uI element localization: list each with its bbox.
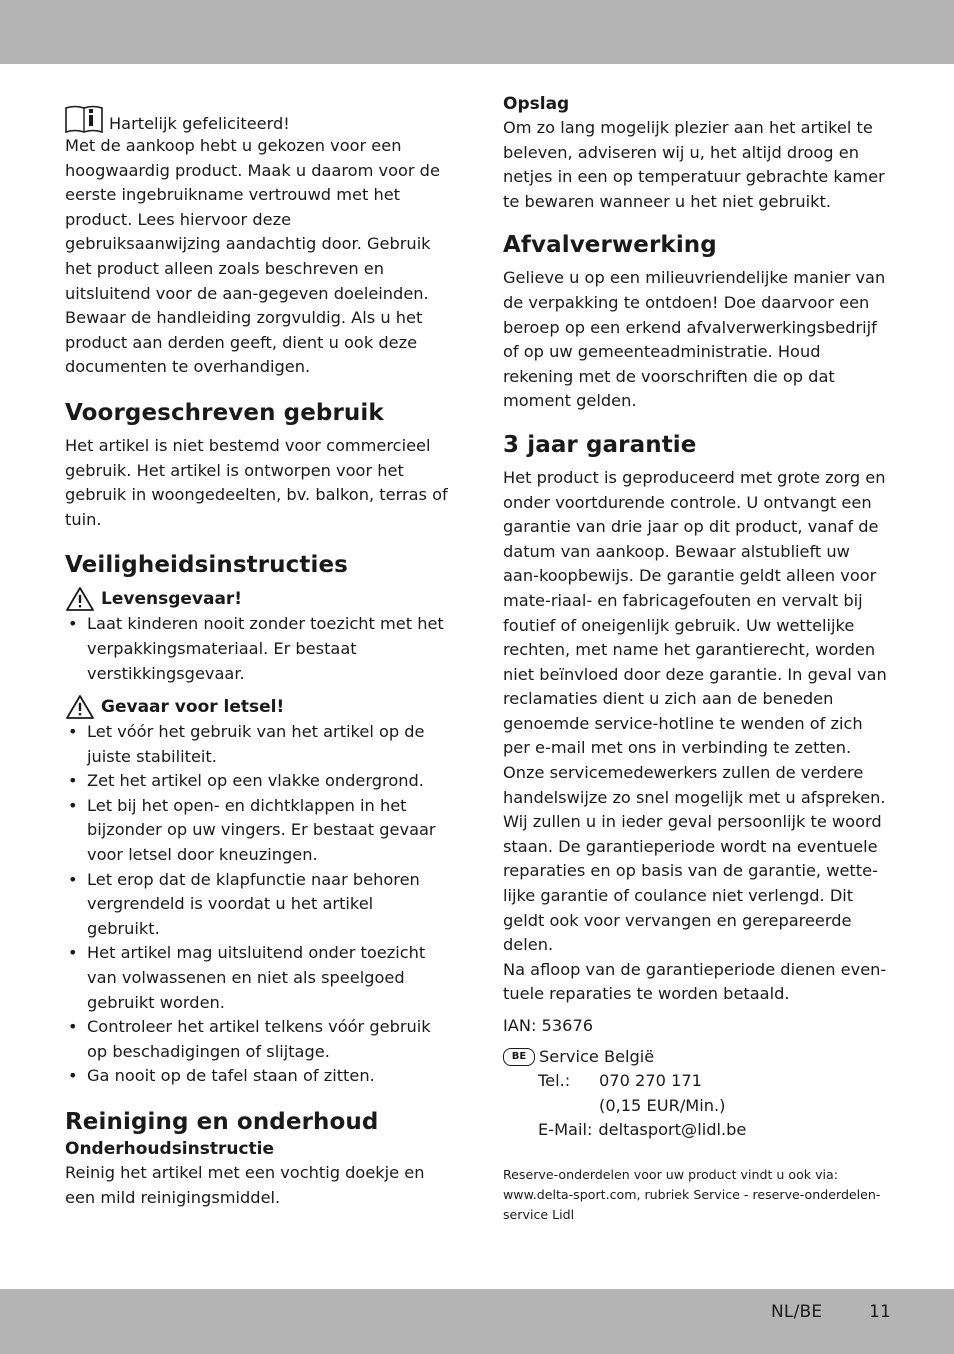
tel-value: 070 270 171 [599,1071,702,1091]
maintenance-text: Reinig het artikel met een vochtig doekje en een mild reinigingsmiddel. [65,1163,425,1207]
service-contact [503,1069,889,1143]
info-book-icon [65,104,103,134]
page-number: 11 [869,1302,892,1322]
list-item: • Let bij het open- en dichtklappen in het bijzonder op uw vingers. Er bestaat gevaar voor letsel door kneuzingen. [65,794,448,868]
email-value: deltasport@lidl.be [598,1120,747,1140]
heading-disposal: Afvalverwerking [503,232,717,259]
country-badge: BE [503,1048,535,1066]
warning-injury-list [65,720,448,1089]
subheading-maintenance: Onderhoudsinstructie [65,1139,275,1159]
list-item: • Laat kinderen nooit zonder toezicht met het verpakkingsmateriaal. Er bestaat verstikkingsgevaar. [65,612,448,686]
warning-life-danger [65,586,448,612]
email-label: E-Mail: [538,1120,593,1140]
heading-intended-use: Voorgeschreven gebruik [65,399,384,426]
list-item: • Zet het artikel op een vlakke ondergrond. [65,769,448,794]
right-column [503,92,889,1225]
warning-injury-title: Gevaar voor letsel! [101,697,285,718]
intro-line [65,94,448,134]
list-item: • Ga nooit op de tafel staan of zitten. [65,1064,448,1089]
tel-rate: (0,15 EUR/Min.) [599,1095,726,1115]
disposal-text: Gelieve u op een milieuvriendelijke manier van de verpakking te ontdoen! Doe daarvoor een beroep op een erkend afvalverwerkingsbedrijf of op uw gemeenteadministratie. Houd rekening met de voorschriften die op dat moment gelden. [503,268,886,411]
list-item: • Controleer het artikel telkens vóór gebruik op beschadigingen of slijtage. [65,1015,448,1064]
intro-text: Met de aankoop hebt u gekozen voor een hoogwaardig product. Maak u daarom voor de eerste ingebruikname vertrouwd met het product. Lees hiervoor deze gebruiksaanwijzing aandachtig door. Gebruik het product alleen zoals beschreven en uitsluitend voor de aan-gegeven doeleinden. Bewaar de handleiding zorgvuldig. Als u het product aan derden geeft, dient u ook deze documenten te overhandigen. [65,136,440,377]
subheading-storage: Opslag [503,94,570,114]
heading-warranty: 3 jaar garantie [503,431,697,458]
service-belgium [503,1045,889,1070]
warranty-text-1: Het product is geproduceerd met grote zorg en onder voortdurende controle. U ontvangt een garantie van drie jaar op dit product, vanaf de datum van aankoop. Bewaar alstublieft uw aan-koopbewijs. De garantie geldt alleen voor mate-riaal- en fabricagefouten en vervalt bij foutief of oneigenlijk gebruik. Uw wettelijke rechten, met name het garantierecht, worden niet beïnvloed door deze garantie. In geval van reclamaties dient u zich aan de beneden genoemde service-hotline te wenden of zich per e-mail met ons in verbinding te zetten. [503,467,887,758]
storage-text: Om zo lang mogelijk plezier aan het artikel te beleven, adviseren wij u, het altijd droog en netjes in een op temperatuur gebrachte kamer te bewaren wanneer u het niet gebruikt. [503,118,885,211]
list-item: • Let erop dat de klapfunctie naar behoren vergrendeld is voordat u het artikel gebruikt. [65,868,448,942]
header-band [0,0,954,64]
warranty-text-2: Onze servicemedewerkers zullen de verdere handelswijze zo snel mogelijk met u afspreken. Wij zullen u in ieder geval persoonlijk te woord staan. De garantieperiode wordt na eventuele reparaties en op basis van de garantie, wette-lijke garantie of coulance niet verlengd. Dit geldt ook voor vervangen en gerepareerde delen. [503,763,886,955]
warning-life-danger-title: Levensgevaar! [101,589,243,610]
list-item: • Het artikel mag uitsluitend onder toezicht van volwassenen en niet als speelgoed gebruikt worden. [65,941,448,1015]
warning-triangle-icon [65,586,95,612]
ian-number: IAN: 53676 [503,1016,594,1035]
footer-language: NL/BE [771,1302,823,1322]
warning-triangle-icon [65,694,95,720]
heading-cleaning: Reiniging en onderhoud [65,1109,379,1135]
intended-use-text: Het artikel is niet bestemd voor commercieel gebruik. Het artikel is ontworpen voor het gebruik in woongedeelten, bv. balkon, terras of tuin. [65,435,448,529]
service-name: Service België [539,1046,655,1066]
tel-label: Tel.: [538,1071,571,1091]
left-column [65,92,448,1210]
warning-life-danger-list [65,612,448,686]
spare-parts-note: Reserve-onderdelen voor uw product vindt u ook via: www.delta-sport.com, rubriek Service - reserve-onderdelen-service Lidl [503,1166,881,1222]
heading-safety: Veiligheidsinstructies [65,552,348,579]
intro-title: Hartelijk gefeliciteerd! [109,114,290,133]
warranty-text-3: Na afloop van de garantieperiode dienen even-tuele reparaties te worden betaald. [503,959,887,1004]
list-item: • Let vóór het gebruik van het artikel op de juiste stabiliteit. [65,720,448,769]
warning-injury [65,694,448,720]
